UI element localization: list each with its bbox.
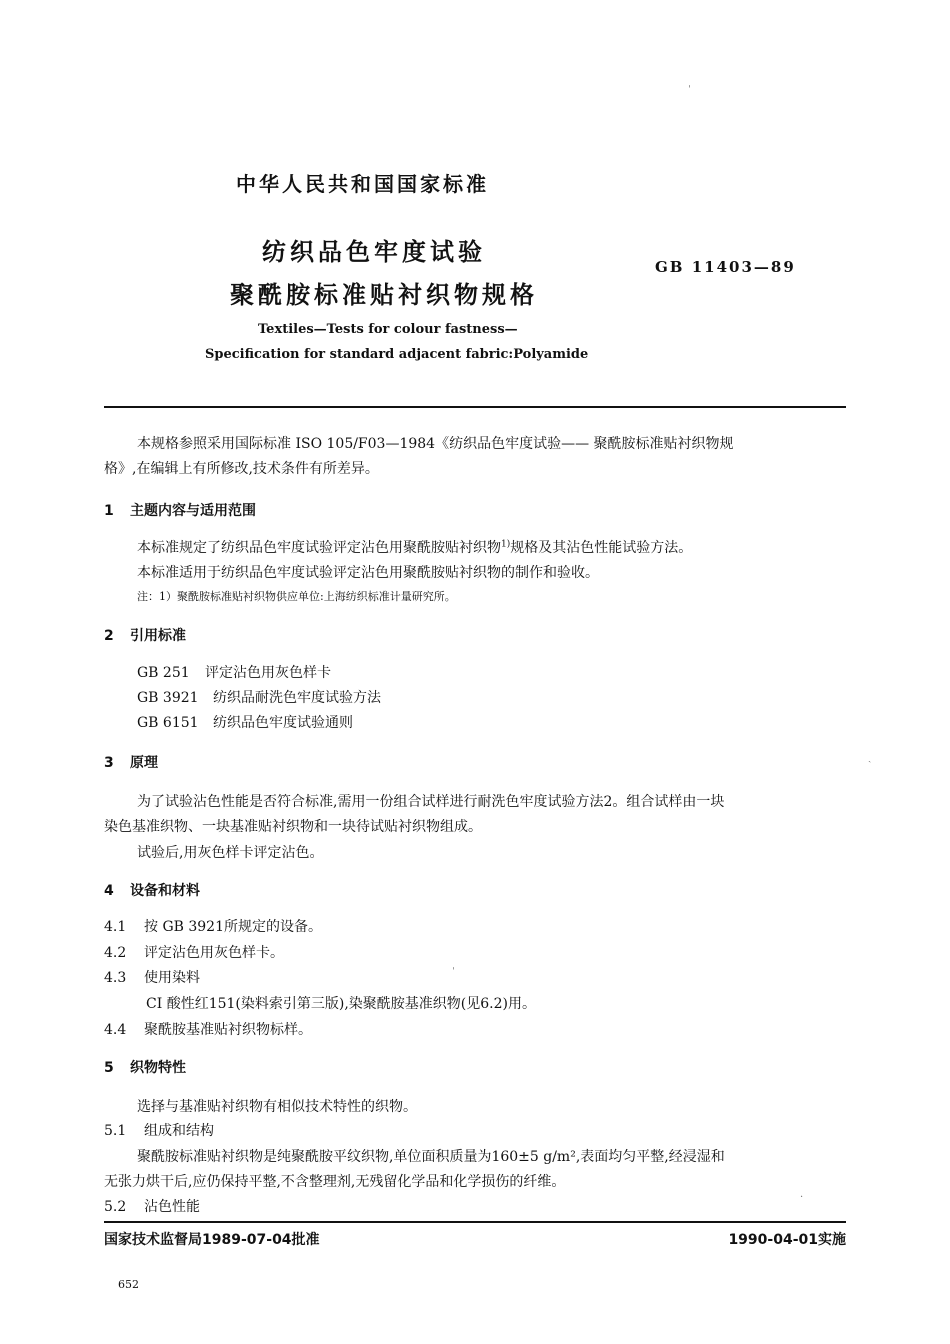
- section-title: 织物特性: [130, 1060, 186, 1076]
- section-5-1-line2: 无张力烘干后,应仍保持平整,不含整理剂,无残留化学品和化学损伤的纤维。: [104, 1174, 566, 1190]
- english-title-line2: Specification for standard adjacent fabric:Polyamide: [205, 347, 589, 362]
- section-1-footnote: 注：1）聚酰胺标准贴衬织物供应单位:上海纺织标准计量研究所。: [137, 590, 456, 603]
- clause-number: 4.2: [104, 945, 127, 961]
- section-number: 5: [104, 1060, 114, 1076]
- reference-title: 纺织品色牢度试验通则: [213, 715, 353, 731]
- clause-text: 评定沾色用灰色样卡。: [144, 945, 284, 961]
- clause-number: 5.2: [104, 1199, 127, 1215]
- doc-title-line1: 纺织品色牢度试验: [262, 238, 486, 266]
- intro-line2: 格》,在编辑上有所修改,技术条件有所差异。: [104, 461, 379, 477]
- section-title: 引用标准: [130, 628, 186, 644]
- section-title: 原理: [130, 755, 158, 771]
- page-number: 652: [118, 1278, 139, 1291]
- approval-statement: 国家技术监督局1989-07-04批准: [104, 1232, 320, 1248]
- section-number: 2: [104, 628, 114, 644]
- footer-divider: [104, 1221, 846, 1223]
- section-4-item: [104, 967, 200, 987]
- section-4-item: [104, 916, 322, 936]
- scan-speck: ·: [800, 1192, 804, 1203]
- para-text: 本标准规定了纺织品色牢度试验评定沾色用聚酰胺贴衬织物: [137, 540, 501, 556]
- section-4-item: [104, 942, 284, 962]
- section-title: 设备和材料: [130, 883, 200, 899]
- section-1-heading: [104, 500, 256, 520]
- reference-title: 纺织品耐洗色牢度试验方法: [213, 690, 381, 706]
- clause-text: 使用染料: [144, 970, 200, 986]
- section-5-1-heading: [104, 1120, 214, 1140]
- scan-speck: ˌ: [452, 960, 455, 971]
- clause-title: 沾色性能: [144, 1199, 200, 1215]
- doc-title-line2: 聚酰胺标准贴衬织物规格: [230, 281, 538, 309]
- reference-code: GB 251: [137, 665, 190, 681]
- section-title: 主题内容与适用范围: [130, 503, 256, 519]
- section-number: 4: [104, 883, 114, 899]
- reference-title: 评定沾色用灰色样卡: [205, 665, 331, 681]
- section-4-3-detail: CI 酸性红151(染料索引第三版),染聚酰胺基准织物(见6.2)用。: [146, 996, 536, 1012]
- scan-speck: ˎ: [868, 752, 872, 763]
- scan-speck: ˌ: [688, 78, 691, 89]
- clause-number: 4.4: [104, 1022, 127, 1038]
- section-3-para2: 试验后,用灰色样卡评定沾色。: [137, 845, 324, 861]
- section-5-heading: [104, 1057, 186, 1077]
- section-1-para2: 本标准适用于纺织品色牢度试验评定沾色用聚酰胺贴衬织物的制作和验收。: [137, 565, 599, 581]
- standard-code: GB 11403—89: [655, 258, 796, 276]
- header-divider: [104, 406, 846, 408]
- section-5-2-heading: [104, 1196, 200, 1216]
- reference-code: GB 6151: [137, 715, 199, 731]
- section-2-heading: [104, 625, 186, 645]
- clause-title: 组成和结构: [144, 1123, 214, 1139]
- section-number: 3: [104, 755, 114, 771]
- clause-number: 4.1: [104, 919, 127, 935]
- reference-item: [137, 687, 381, 707]
- reference-item: [137, 662, 331, 682]
- clause-number: 5.1: [104, 1123, 127, 1139]
- section-4-item: [104, 1019, 312, 1039]
- footnote-marker: 1): [501, 539, 511, 550]
- clause-number: 4.3: [104, 970, 127, 986]
- intro-line1: 本规格参照采用国际标准 ISO 105/F03—1984《纺织品色牢度试验—— 聚酰胺标准贴衬织物规: [137, 436, 734, 452]
- section-3-para1-line2: 染色基准织物、一块基准贴衬织物和一块待试贴衬织物组成。: [104, 819, 482, 835]
- reference-code: GB 3921: [137, 690, 199, 706]
- section-5-1-line1: 聚酰胺标准贴衬织物是纯聚酰胺平纹织物,单位面积质量为160±5 g/m²,表面均匀平整,经浸湿和: [137, 1149, 725, 1165]
- reference-item: [137, 712, 353, 732]
- clause-text: 按 GB 3921所规定的设备。: [144, 919, 323, 935]
- effective-date-statement: 1990-04-01实施: [728, 1232, 846, 1248]
- standard-org-title: 中华人民共和国国家标准: [236, 172, 489, 196]
- english-title-line1: Textiles—Tests for colour fastness—: [258, 322, 518, 337]
- para-text-tail: 规格及其沾色性能试验方法。: [510, 540, 693, 556]
- section-number: 1: [104, 503, 114, 519]
- section-3-heading: [104, 752, 158, 772]
- clause-text: 聚酰胺基准贴衬织物标样。: [144, 1022, 312, 1038]
- section-5-para1: 选择与基准贴衬织物有相似技术特性的织物。: [137, 1099, 417, 1115]
- section-4-heading: [104, 880, 200, 900]
- section-1-para1: [137, 537, 692, 557]
- section-3-para1-line1: 为了试验沾色性能是否符合标准,需用一份组合试样进行耐洗色牢度试验方法2。组合试样由一块: [137, 794, 725, 810]
